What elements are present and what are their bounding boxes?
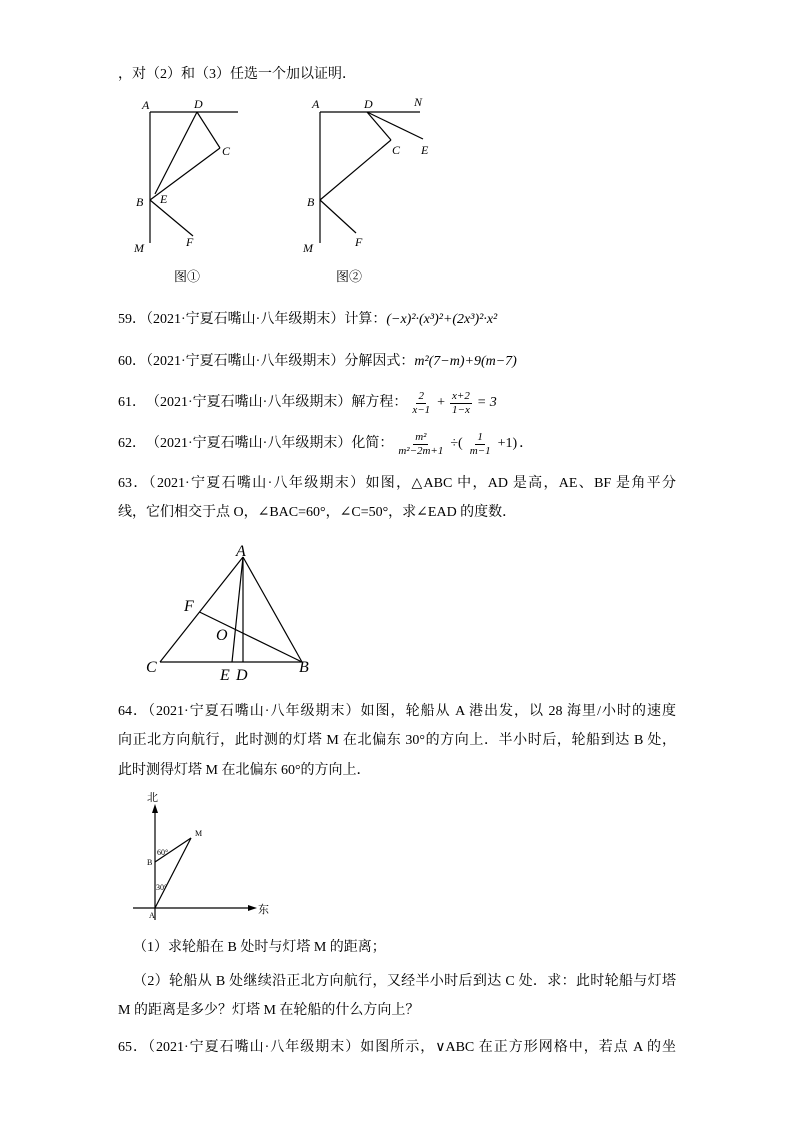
q62-divide: ÷( — [450, 436, 463, 451]
q62-frac2-numerator: 1 — [477, 430, 483, 443]
q62-frac1-denominator: m²−2m+1 — [398, 444, 444, 457]
tri-label-b: B — [299, 659, 309, 676]
q58-figure-1 — [133, 97, 238, 284]
q62-source: （2021·宁夏石嘴山·八年级期末） — [146, 436, 352, 451]
q62-frac1-numerator: m² — [415, 430, 427, 443]
fig2-label-m: M — [303, 241, 313, 255]
tri-bisector-ae — [232, 557, 243, 662]
q60-formula: m²(7−m)+9(m−7) — [414, 354, 517, 369]
question-64-line-3: 此时测得灯塔 M 在北偏东 60°的方向上． — [118, 763, 371, 778]
q59-source: （2021·宁夏石嘴山·八年级期末） — [146, 312, 345, 327]
question-64-line-2: 向正北方向航行，此时测的灯塔 M 在北偏东 30°的方向上．半小时后，轮船到达 B 处， — [118, 733, 676, 748]
q61-prompt: 解方程： — [351, 395, 408, 410]
fig2-label-a: A — [312, 97, 320, 111]
q61-source: （2021·宁夏石嘴山·八年级期末） — [146, 395, 352, 410]
fig2-label-n: N — [414, 95, 423, 109]
tri-bisector-bf — [200, 612, 303, 662]
q65-source: （2021·宁夏石嘴山·八年级期末） — [148, 1040, 361, 1055]
fig2-label-e: E — [421, 143, 429, 157]
q61-rhs: = 3 — [476, 395, 497, 410]
q58-tail-text: ，对（2）和（3）任选一个加以证明． — [118, 67, 356, 82]
fig1-caption: 图① — [174, 269, 201, 284]
fig1-label-b: B — [136, 195, 144, 209]
tri-label-c: C — [146, 659, 157, 676]
fig2-segment-dc — [367, 112, 391, 140]
q58-figure-2 — [302, 95, 429, 284]
q63-triangle-figure — [146, 543, 309, 684]
q64-subquestion-1: （1）求轮船在 B 处时与灯塔 M 的距离； — [133, 940, 386, 955]
q63-text-1: 如图，△ABC 中，AD 是高，AE、BF 是角平分 — [365, 476, 677, 491]
fig2-segment-de — [367, 112, 423, 139]
compass-label-a: A — [149, 911, 155, 920]
q63-source: （2021·宁夏石嘴山·八年级期末） — [148, 476, 366, 491]
north-arrow-icon — [152, 804, 158, 813]
fig1-segment-de — [155, 112, 197, 194]
fig1-segment-bf — [150, 200, 193, 236]
fig2-caption: 图② — [336, 269, 363, 284]
q61-plus: + — [437, 395, 446, 410]
q64-text-1: 如图，轮船从 A 港出发，以 28 海里/小时的速度 — [360, 704, 677, 719]
q63-number: 63． — [118, 476, 149, 491]
angle-label-60: 60° — [157, 848, 169, 857]
fig1-label-c: C — [222, 144, 231, 158]
q60-source: （2021·宁夏石嘴山·八年级期末） — [146, 354, 345, 369]
compass-label-b: B — [147, 858, 153, 867]
tri-label-d: D — [236, 667, 248, 684]
q65-number: 65． — [118, 1040, 148, 1055]
fig1-label-f: F — [186, 235, 194, 249]
fig1-label-m: M — [134, 241, 144, 255]
tri-label-a: A — [236, 543, 246, 560]
tri-label-o: O — [216, 627, 228, 644]
q59-number: 59． — [118, 312, 146, 327]
q62-number: 62． — [118, 436, 146, 451]
q61-frac1-denominator: x−1 — [412, 403, 431, 416]
north-label: 北 — [147, 792, 158, 804]
q61-frac2-numerator: x+2 — [452, 389, 470, 402]
fig1-label-e: E — [160, 192, 168, 206]
fig2-segment-bf — [320, 200, 356, 233]
q64-source: （2021·宁夏石嘴山·八年级期末） — [148, 704, 361, 719]
fig2-label-f: F — [355, 235, 363, 249]
q61-number: 61． — [118, 395, 146, 410]
q61-frac1-numerator: 2 — [418, 389, 424, 402]
tri-label-f: F — [184, 598, 194, 615]
q59-formula: (−x)²·(x³)²+(2x³)²·x² — [386, 312, 498, 327]
fig2-segment-cb — [320, 140, 391, 200]
fig1-label-a: A — [142, 98, 150, 112]
q60-prompt: 分解因式： — [344, 354, 415, 369]
fig2-label-c: C — [392, 143, 401, 157]
east-arrow-icon — [248, 905, 257, 911]
q65-text: 如图所示，∨ABC 在正方形网格中，若点 A 的坐 — [360, 1040, 677, 1055]
east-label: 东 — [258, 904, 269, 916]
q62-end: ． — [519, 436, 534, 451]
q62-tail: +1) — [497, 436, 518, 451]
angle-label-30: 30° — [156, 883, 168, 892]
q64-subquestion-2-line-2: M 的距离是多少？灯塔 M 在轮船的什么方向上？ — [118, 1003, 420, 1018]
question-63-line-2: 线，它们相交于点 O，∠BAC=60°，∠C=50°，求∠EAD 的度数． — [118, 505, 517, 520]
q64-number: 64． — [118, 704, 149, 719]
q60-number: 60． — [118, 354, 146, 369]
compass-label-m: M — [195, 829, 203, 838]
q61-frac2-denominator: 1−x — [452, 403, 470, 416]
fig1-segment-dc — [197, 112, 220, 148]
tri-side-ac — [160, 557, 243, 662]
q62-prompt: 化简： — [351, 436, 394, 451]
fig2-label-b: B — [307, 195, 315, 209]
q59-prompt: 计算： — [344, 312, 387, 327]
tri-label-e: E — [220, 667, 230, 684]
q64-subquestion-2-line-1: （2）轮船从 B 处继续沿正北方向航行，又经半小时后到达 C 处．求：此时轮船与灯塔 — [133, 974, 676, 989]
q62-frac2-denominator: m−1 — [469, 444, 491, 457]
fig2-label-d: D — [364, 97, 373, 111]
tri-side-ab — [243, 557, 302, 662]
q64-compass-figure — [133, 791, 269, 920]
fig1-label-d: D — [194, 97, 203, 111]
